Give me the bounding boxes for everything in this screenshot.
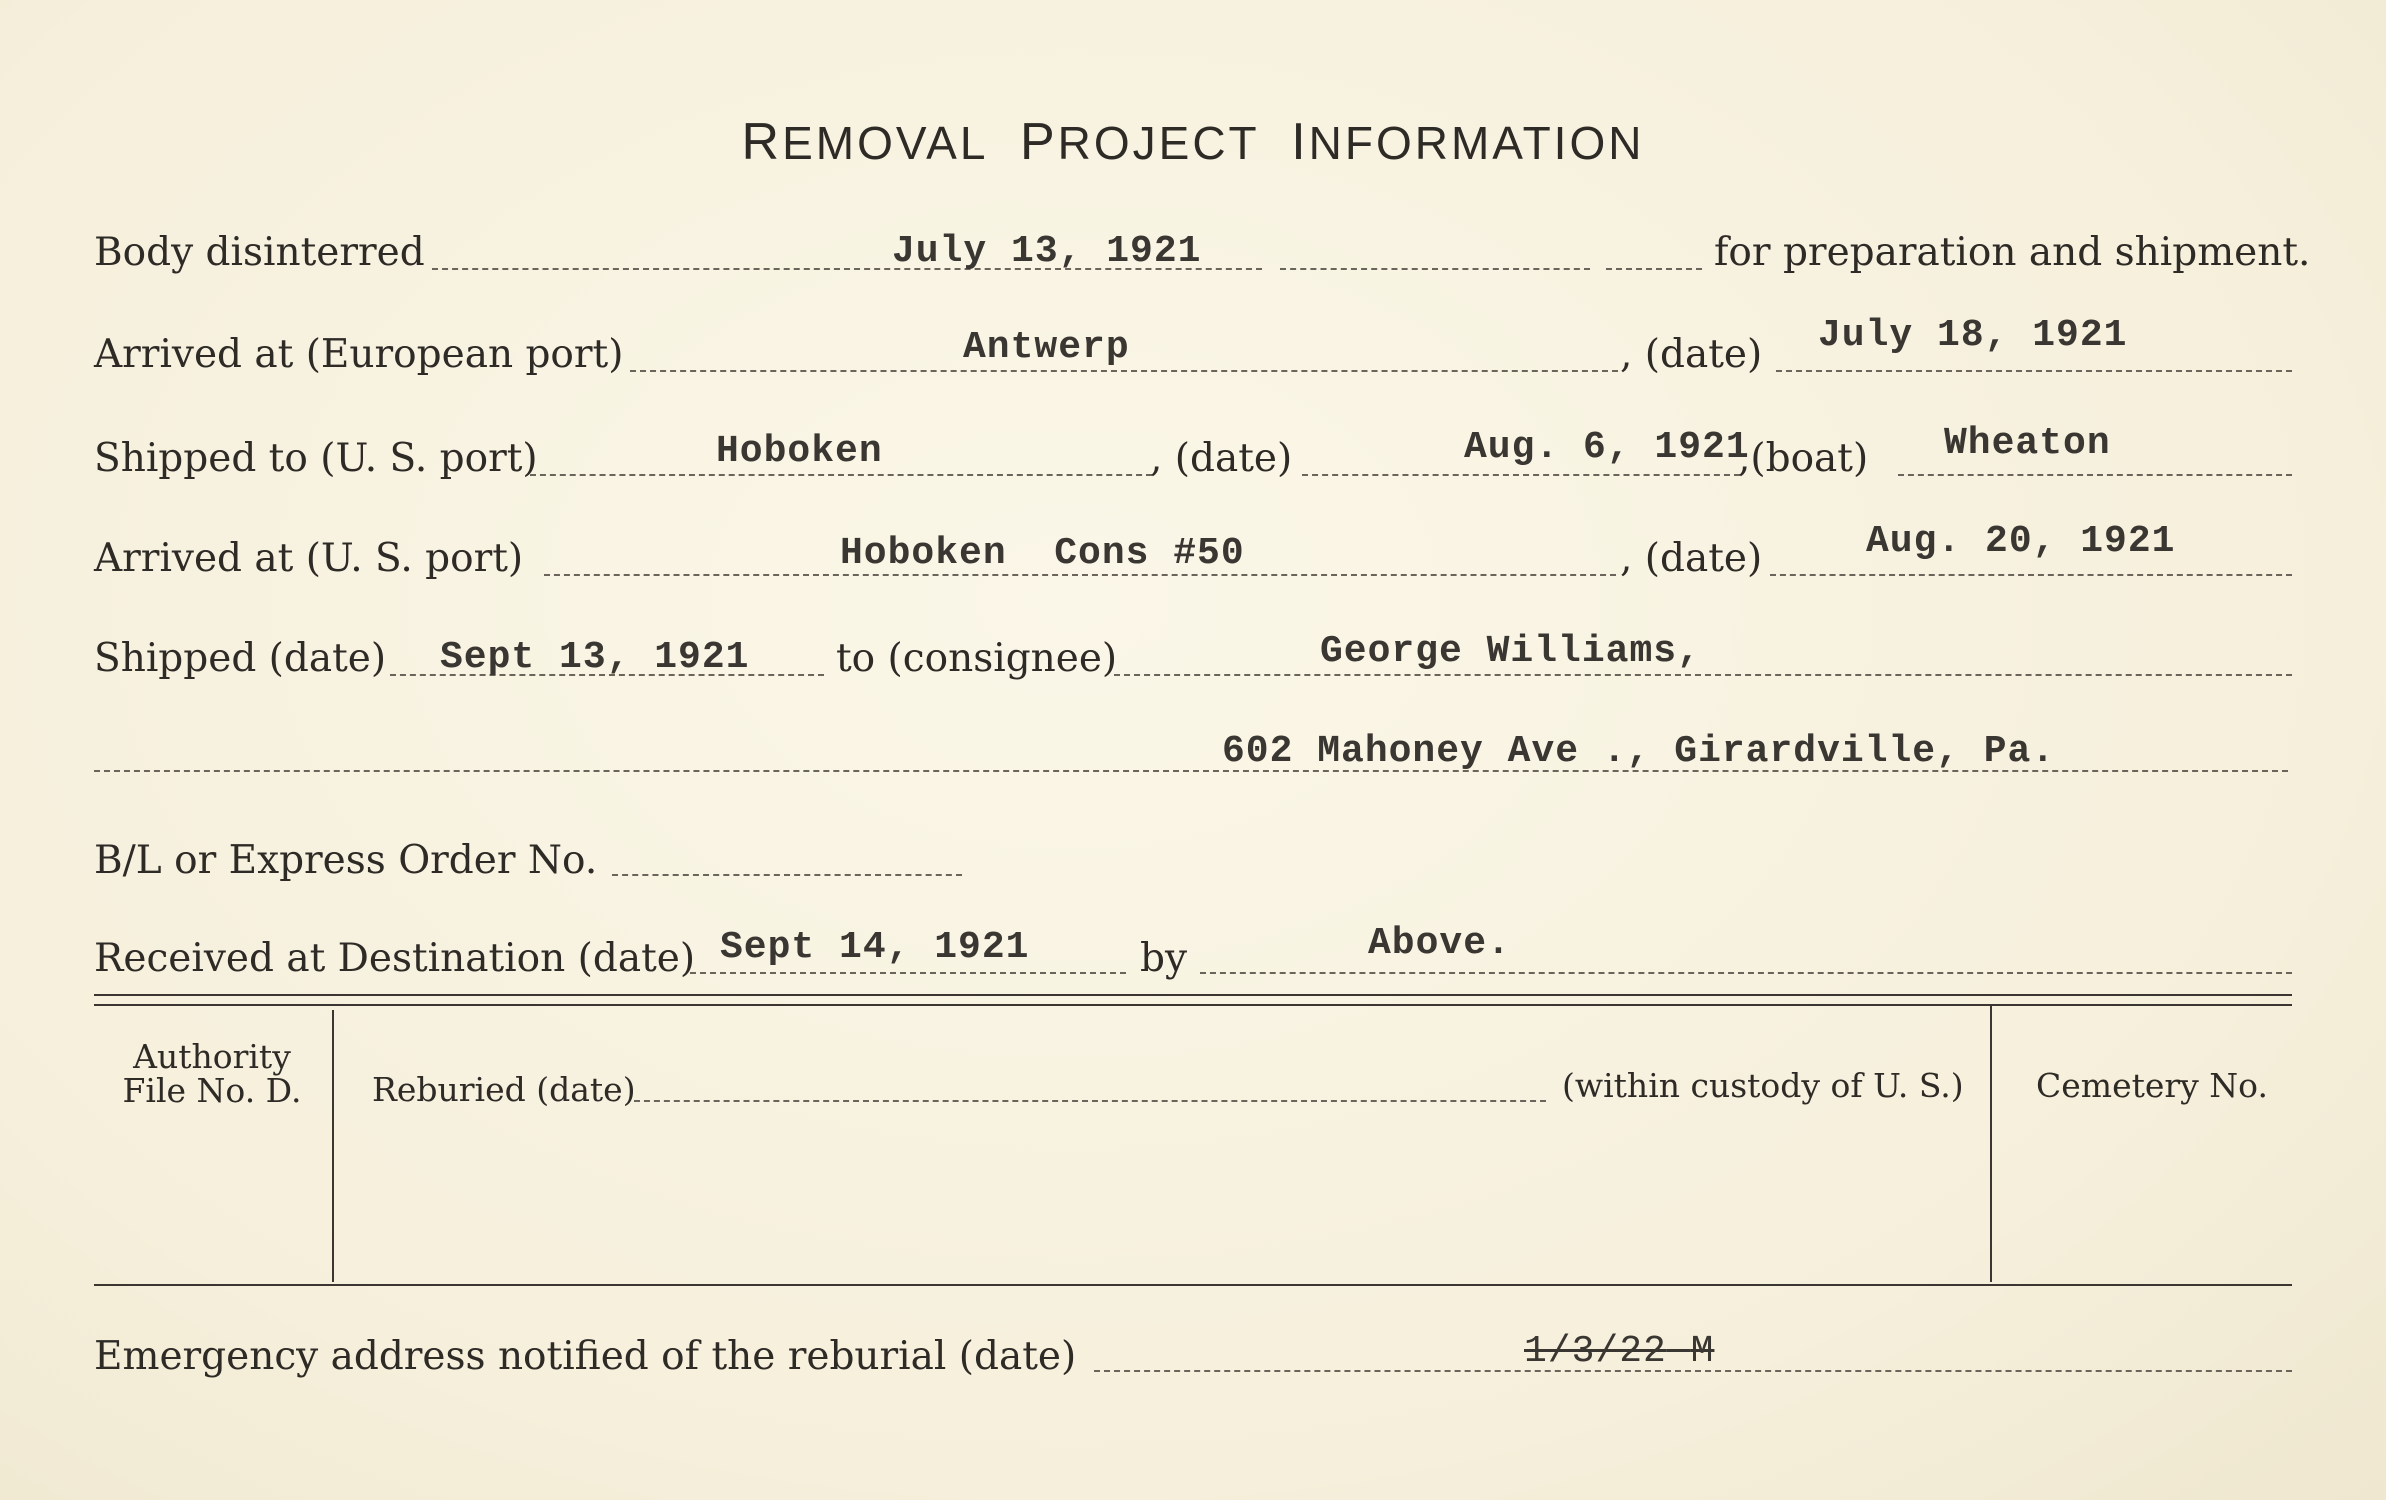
received-label: Received at Destination (date) bbox=[94, 936, 696, 981]
received-by: Above. bbox=[1368, 922, 1511, 965]
arrived-us-label: Arrived at (U. S. port) bbox=[94, 536, 524, 581]
shipped-date-label: Shipped (date) bbox=[94, 636, 387, 681]
authority-file-label: Authority File No. D. bbox=[122, 1037, 302, 1110]
consignee-name: George Williams, bbox=[1320, 630, 1701, 673]
arrived-european-date-line bbox=[1776, 370, 2292, 372]
disinterred-date: July 13, 1921 bbox=[892, 230, 1202, 273]
disinterred-label: Body disinterred bbox=[94, 230, 425, 275]
received-by-line bbox=[1200, 972, 2292, 974]
shipped-us-port: Hoboken bbox=[716, 430, 883, 473]
form-title: REMOVAL PROJECT INFORMATION bbox=[741, 113, 1645, 171]
box-divider-left bbox=[332, 1010, 334, 1282]
arrived-european-date: July 18, 1921 bbox=[1818, 314, 2128, 357]
shipped-us-boat-line bbox=[1898, 474, 2292, 476]
arrived-european-line bbox=[630, 370, 1618, 372]
custody-label: (within custody of U. S.) bbox=[1562, 1066, 1964, 1105]
shipped-us-line bbox=[530, 474, 1152, 476]
shipped-us-date-label: , (date) bbox=[1150, 436, 1293, 481]
arrived-european-label: Arrived at (European port) bbox=[94, 332, 624, 377]
consignee-line bbox=[1114, 674, 2292, 676]
box-top-rule-1 bbox=[94, 994, 2292, 996]
shipped-us-boat-label: ,(boat) bbox=[1738, 436, 1869, 481]
emergency-label: Emergency address notified of the reburial (date) bbox=[94, 1334, 1077, 1379]
arrived-european-port: Antwerp bbox=[963, 326, 1130, 369]
arrived-us-port: Hoboken Cons #50 bbox=[840, 532, 1245, 575]
arrived-us-date-line bbox=[1770, 574, 2292, 576]
consignee-label: to (consignee) bbox=[836, 636, 1118, 681]
box-bottom-rule bbox=[94, 1284, 2292, 1286]
disinterred-suffix: for preparation and shipment. bbox=[1714, 230, 2311, 275]
reburied-label: Reburied (date) bbox=[372, 1070, 636, 1109]
shipped-us-date: Aug. 6, 1921 bbox=[1464, 426, 1750, 469]
disinterred-line-3 bbox=[1606, 268, 1702, 270]
arrived-us-date-label: , (date) bbox=[1620, 536, 1763, 581]
consignee-address: 602 Mahoney Ave ., Girardville, Pa. bbox=[1222, 730, 2056, 773]
arrived-us-date: Aug. 20, 1921 bbox=[1866, 520, 2176, 563]
shipped-us-date-line bbox=[1302, 474, 1740, 476]
shipped-date-value: Sept 13, 1921 bbox=[440, 636, 750, 679]
disinterred-line-2 bbox=[1280, 268, 1590, 270]
received-line bbox=[690, 972, 1126, 974]
reburied-line bbox=[634, 1100, 1546, 1102]
shipped-us-label: Shipped to (U. S. port) bbox=[94, 436, 538, 481]
cemetery-label: Cemetery No. bbox=[2036, 1066, 2268, 1105]
box-divider-right bbox=[1990, 1006, 1992, 1282]
bl-line bbox=[612, 874, 962, 876]
shipped-us-boat: Wheaton bbox=[1944, 422, 2111, 465]
bl-label: B/L or Express Order No. bbox=[94, 838, 598, 883]
received-by-label: by bbox=[1140, 936, 1187, 981]
emergency-date: 1/3/22 M bbox=[1524, 1330, 1715, 1373]
received-date: Sept 14, 1921 bbox=[720, 926, 1030, 969]
box-top-rule-2 bbox=[94, 1004, 2292, 1006]
emergency-initials: M bbox=[1690, 1330, 1715, 1373]
arrived-european-date-label: , (date) bbox=[1620, 332, 1763, 377]
